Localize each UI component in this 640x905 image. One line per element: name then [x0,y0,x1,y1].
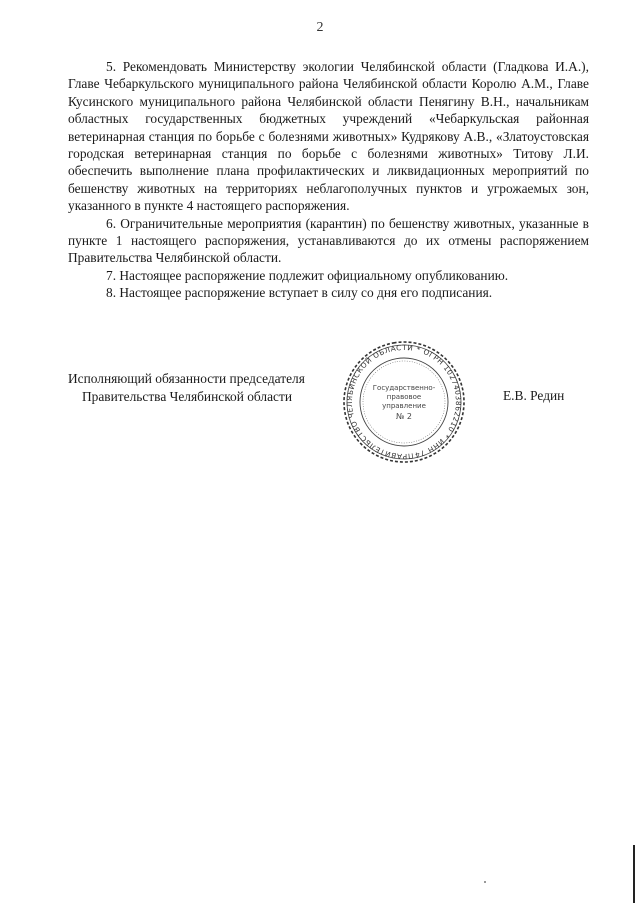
scan-edge-line [633,845,635,903]
paragraph-6: 6. Ограничительные мероприятия (карантин) по бешенству животных, указанные в пункте 1 настоящего распоряжения, устанавливаются до их отмены распоряжением Правительства Челябинской области. [68,215,589,266]
document-body [68,58,589,302]
signatory-title-line-1: Исполняющий обязанности председателя [68,371,305,386]
paragraph-7: 7. Настоящее распоряжение подлежит официальному опубликованию. [106,267,509,283]
official-seal-stamp [340,338,468,466]
signatory-title [68,370,348,406]
scan-dot [484,881,486,883]
svg-text:ПРАВИТЕЛЬСТВО ЧЕЛЯБИНСКОЙ ОБЛА: ПРАВИТЕЛЬСТВО ЧЕЛЯБИНСКОЙ ОБЛАСТИ * ОГРН 1027403862210 * ИНН 7451061617 [344,342,464,462]
paragraph-5: 5. Рекомендовать Министерству экологии Челябинской области (Гладкова И.А.), Главе Чебаркульского муниципального района Челябинской области Королю А.М., Главе Кусинского муниципального района Челябинской области Пенягину В.Н., начальникам областных государственных бюджетных учреждений «Чебаркульская районная ветеринарная станция по борьбе с болезнями животных» Кудрякову А.В., «Златоустовская городская ветеринарная станция по борьбе с болезнями животных» Титову Л.И. обеспечить выполнение плана профилактических и ликвидационных мероприятий по бешенству животных на территориях неблагополучных пунктов и угрожаемых зон, указанного в пункте 4 настоящего распоряжения. [68,59,589,214]
svg-text:правовое: правовое [386,393,422,401]
paragraph-8: 8. Настоящее распоряжение вступает в силу со дня его подписания. [106,285,493,301]
svg-text:Государственно-: Государственно- [372,384,436,392]
signatory-name: Е.В. Редин [503,388,565,403]
signatory-title-line-2: Правительства Челябинской области [82,389,292,404]
svg-text:№ 2: № 2 [396,412,412,421]
page-number: 2 [316,20,324,35]
svg-text:управление: управление [382,402,426,410]
